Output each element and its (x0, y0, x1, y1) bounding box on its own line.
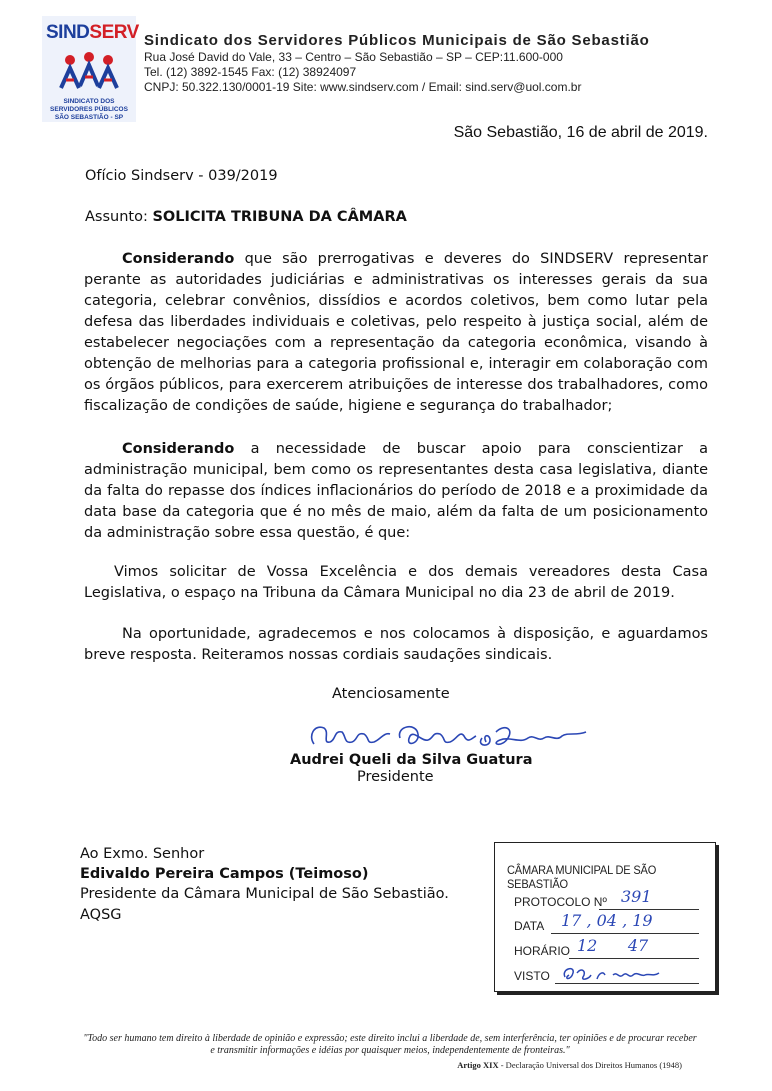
paragraph-1: Considerando que são prerrogativas e deveres do SINDSERV representar perante as autoridades judiciárias e administrativas os interesses gerais da sua categoria, celebrar convênios, dissídios e acordos coletivos, bem como lutar pela defesa das liberdades individuais e coletivas, pelo respeito à justiça social, além de estabelecer negociações com a representação da categoria econômica, visando à obtenção de melhorias para a categoria profissional e, interagir em colaboração com os órgãos públicos, para exercerem atribuições de interesse dos trabalhadores, como fiscalização de condições de saúde, higiene e segurança do trabalhador; (84, 251, 708, 414)
stamp-protocolo-label: PROTOCOLO Nº (514, 895, 607, 909)
stamp-data-line (551, 933, 699, 934)
stamp-protocolo-value: 391 (621, 887, 652, 906)
paragraph-4: Na oportunidade, agradecemos e nos colocamos à disposição, e aguardamos breve resposta. Reiteramos nossas cordiais saudações sindicais. (84, 626, 708, 663)
stamp-data-value: 17 , 04 , 19 (561, 911, 653, 930)
sindserv-logo (42, 16, 139, 122)
oficio-number: Ofício Sindserv - 039/2019 (85, 168, 278, 184)
paragraph-2: Considerando a necessidade de buscar apoio para conscientizar a administração municipal, bem como os representantes desta casa legislativa, diante da falta do repasse dos índices inflacionários do período de 2018 e a proximidade da data base da categoria que é no mês de maio, além da falta de um posicionamento da administração sobre essa questão, é que: (84, 441, 708, 541)
logo-caption: SINDICATO DOS SERVIDORES PÚBLICOS SÃO SEBASTIÃO - SP (50, 98, 128, 121)
stamp-horario-value: 12 47 (577, 936, 649, 955)
org-cnpj-contact: CNPJ: 50.322.130/0001-19 Site: www.sindserv.com / Email: sind.serv@uol.com.br (144, 80, 582, 94)
org-address: Rua José David do Vale, 33 – Centro – São Sebastião – SP – CEP:11.600-000 (144, 50, 563, 64)
addressee-name: Edivaldo Pereira Campos (Teimoso) (80, 866, 369, 882)
addressee-salutation: Ao Exmo. Senhor (80, 846, 205, 862)
footer-citation: Artigo XIX - Declaração Universal dos Direitos Humanos (1948) (457, 1060, 682, 1070)
stamp-visto-label: VISTO (514, 969, 550, 983)
org-name: Sindicato dos Servidores Públicos Municipais de São Sebastião (144, 32, 650, 49)
stamp-horario-line (569, 958, 699, 959)
footer-quote: "Todo ser humano tem direito à liberdade de opinião e expressão; este direito inclui a liberdade de, sem interferência, ter opiniões e de procurar receber e transmitir informações e idéias por quaisquer meios, independentemente de fronteiras." (83, 1033, 697, 1056)
people-figures-icon (58, 50, 120, 94)
stamp-title: CÂMARA MUNICIPAL DE SÃO SEBASTIÃO (507, 863, 657, 891)
addressee-initials: AQSG (80, 907, 122, 923)
closing: Atenciosamente (332, 686, 450, 702)
stamp-protocolo-line (599, 909, 699, 910)
logo-brand: SINDSERV (46, 22, 139, 43)
subject-text: SOLICITA TRIBUNA DA CÂMARA (152, 209, 407, 225)
addressee-title: Presidente da Câmara Municipal de São Sebastião. (80, 886, 449, 902)
date-line: São Sebastião, 16 de abril de 2019. (453, 124, 708, 141)
stamp-visto-initials (561, 961, 671, 985)
stamp-horario-label: HORÁRIO (514, 944, 571, 958)
stamp-data-label: DATA (514, 919, 545, 933)
org-phones: Tel. (12) 3892-1545 Fax: (12) 38924097 (144, 65, 357, 79)
subject-label: Assunto: (85, 209, 148, 225)
protocol-stamp (494, 842, 716, 992)
signer-name: Audrei Queli da Silva Guatura (290, 752, 533, 768)
signer-role: Presidente (357, 769, 434, 785)
subject-line (85, 207, 407, 228)
paragraph-3: Vimos solicitar de Vossa Excelência e dos demais vereadores desta Casa Legislativa, o espaço na Tribuna da Câmara Municipal no dia 23 de abril de 2019. (84, 564, 708, 601)
